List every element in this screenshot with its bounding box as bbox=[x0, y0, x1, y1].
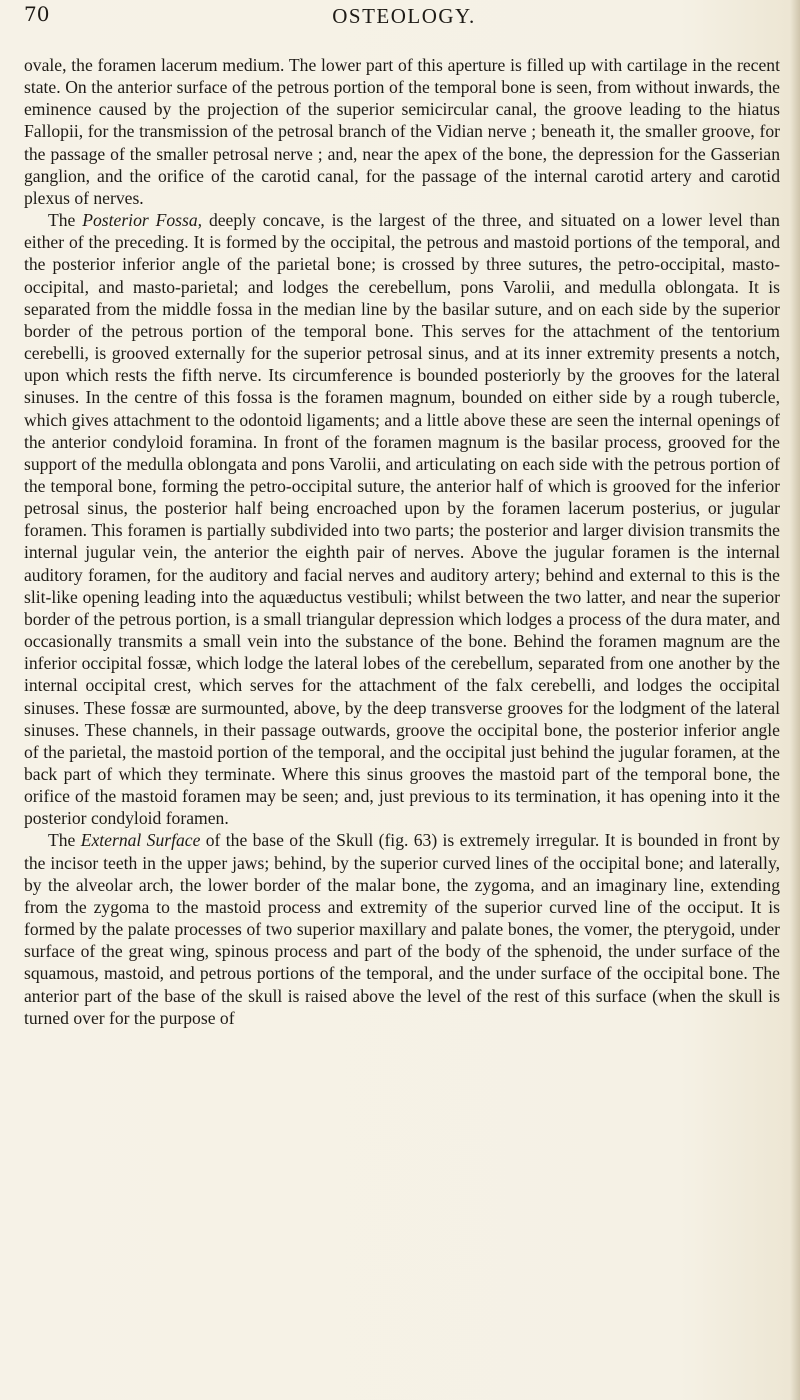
page-header bbox=[24, 2, 784, 42]
page-edge-shadow bbox=[790, 0, 800, 1400]
paragraph-lead: The bbox=[48, 830, 81, 851]
page-number: 70 bbox=[24, 2, 50, 26]
paragraph-text: ovale, the foramen lacerum medium. The lower part of this aperture is filled up with cartilage in the recent state. On the anterior surface of the petrous portion of the temporal bone is seen, from without inwards, the eminence caused by the projection of the superior semicircular canal, the groove leading to the hiatus Fallopii, for the transmission of the petrosal branch of the Vidian nerve ; beneath it, the smaller groove, for the passage of the smaller petrosal nerve ; and, near the apex of the bone, the depression for the Gasserian ganglion, and the orifice of the carotid canal, for the passage of the internal carotid artery and carotid plexus of nerves. bbox=[24, 55, 780, 208]
paragraph-external-surface bbox=[24, 829, 780, 1028]
paragraph-text: deeply concave, is the largest of the three, and situated on a lower level than either of the preceding. It is formed by the occipital, the petrous and mastoid portions of the temporal, and the posterior inferior angle of the parietal bone; is crossed by three sutures, the petro-occipital, masto-occipital, and masto-parietal; and lodges the cerebellum, pons Varolii, and medulla oblongata. It is separated from the middle fossa in the median line by the basilar suture, and on each side by the superior border of the petrous portion of the temporal bone. This serves for the attachment of the tentorium cerebelli, is grooved externally for the superior petrosal sinus, and at its inner extremity presents a notch, upon which rests the fifth nerve. Its circumference is bounded posteriorly by the grooves for the lateral sinuses. In the centre of this fossa is the foramen magnum, bounded on either side by a rough tubercle, which gives attachment to the odontoid ligaments; and a little above these are seen the internal openings of the anterior condyloid foramina. In front of the foramen magnum is the basilar process, grooved for the support of the medulla oblongata and pons Varolii, and articulating on each side with the petrous portion of the temporal bone, forming the petro-occipital suture, the anterior half of which is grooved for the inferior petrosal sinus, the posterior half being encroached upon by the foramen lacerum posterius, or jugular foramen. This foramen is partially subdivided into two parts; the posterior and larger division transmits the internal jugular vein, the anterior the eighth pair of nerves. Above the jugular foramen is the internal auditory foramen, for the auditory and facial nerves and auditory artery; behind and external to this is the slit-like opening leading into the aquæductus vestibuli; whilst between the two latter, and near the superior border of the petrous portion, is a small triangular depression which lodges a process of the dura mater, and occasionally transmits a small vein into the substance of the bone. Behind the foramen magnum are the inferior occipital fossæ, which lodge the lateral lobes of the cerebellum, separated from one another by the internal occipital crest, which serves for the attachment of the falx cerebelli, and lodges the occipital sinuses. These fossæ are surmounted, above, by the deep transverse grooves for the lodgment of the lateral sinuses. These channels, in their passage outwards, groove the occipital bone, the posterior inferior angle of the parietal, the mastoid portion of the temporal, and the occipital just behind the jugular foramen, at the back part of which they terminate. Where this sinus grooves the mastoid part of the temporal bone, the orifice of the mastoid foramen may be seen; and, just previous to its termination, it has opening into it the posterior condyloid foramen. bbox=[24, 210, 780, 829]
paragraph-middle-fossa-continued bbox=[24, 54, 780, 209]
paragraph-posterior-fossa bbox=[24, 209, 780, 829]
paragraph-term: Posterior Fossa, bbox=[82, 210, 203, 231]
paragraph-text: of the base of the Skull (fig. 63) is extremely irregular. It is bounded in front by the incisor teeth in the upper jaws; behind, by the superior curved lines of the occipital bone; and laterally, by the alveolar arch, the lower border of the malar bone, the zygoma, and an imaginary line, extending from the zygoma to the mastoid process and extremity of the superior curved line of the occiput. It is formed by the palate processes of two superior maxillary and palate bones, the vomer, the pterygoid, under surface of the great wing, spinous process and part of the body of the sphenoid, the under surface of the squamous, mastoid, and petrous portions of the temporal, and the under surface of the occipital bone. The anterior part of the base of the skull is raised above the level of the rest of this surface (when the skull is turned over for the purpose of bbox=[24, 830, 780, 1028]
paragraph-lead: The bbox=[48, 210, 83, 231]
running-title: OSTEOLOGY. bbox=[332, 4, 476, 28]
paragraph-term: External Surface bbox=[80, 830, 201, 851]
body-text bbox=[24, 54, 780, 1029]
